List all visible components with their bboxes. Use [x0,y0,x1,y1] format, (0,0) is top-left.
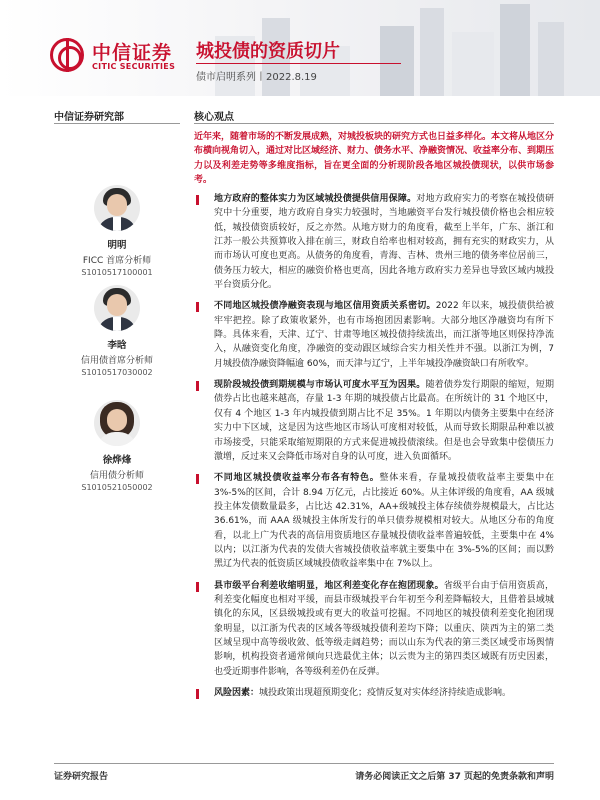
key-point [194,299,554,371]
key-point-text: 2022 年以来，城投债供给被牢牢把控。除了政策收紧外，也有市场抱团因素影响。大部分地区净融资均有所下降。具体来看，天津、辽宁、甘肃等地区城投债持续流出，而江浙等地区则保持净流入，从融资变化角度，净融资的变动跟区域综合实力相关性并不强。以浙江为例，7 月城投债净融资降幅逾 60%，而天津与辽宁，上半年城投净融资缺口有所收窄。 [214,301,554,369]
footer-disclaimer: 请务必阅读正文之后第 37 页起的免责条款和声明 [355,772,554,782]
risk-factors-lead: 风险因素： [214,688,260,698]
key-point-text: 整体来看，存量城投债收益率主要集中在 3%-5%的区间，合计 8.94 万亿元，占比接近 60%。从主体评级的角度看，AA 级城投主体发债数量最多，占比达 42.31%，AA+级城投主体存续债券规模最大，占比达 36.61%，而 AAA 级城投主体所发行的单只债券规模相对较大。从地区分布的角度看，以北上广为代表的高信用资质地区存量城投债收益率普遍较低，主要集中在 4%以内；以江浙为代表的发债大省城投债收益率就主要集中在 3%-5%的区间；而以黔黑辽为代表的低资质区域城投债收益率集中在 7%以上。 [214,473,554,570]
analyst-role: FICC 首席分析师 [82,256,152,266]
title-divider [196,63,401,64]
analyst-photo [94,400,140,446]
key-point-text: 随着债券发行期限的缩短，短期债券占比也越来越高，存量 1-3 年期的城投债占比最高。在所统计的 31 个地区中，仅有 4 个地区 1-3 年内城投债到期占比不足 35%。1 年期以内债务主要集中在经济实力中下区域，这是因为这些地区市场认可度相对较低，从而导致长期限品种难以被市场接受，只能采取缩短期限的方式来促进城投债滚续。但是也会导致集中偿债压力激增，反过来又会降低市场对自身的认可度，进入负面循环。 [214,380,554,462]
left-divider [54,123,180,124]
research-dept-heading: 中信证券研究部 [54,112,124,123]
skyline-building [538,22,564,96]
core-views-heading: 核心观点 [194,112,234,123]
key-point [194,378,554,464]
key-point-lead: 地方政府的整体实力为区域城投债提供信用保障。 [214,194,417,204]
brand-name-cn: 中信证券 [92,42,173,64]
analyst-license: S1010517030002 [81,368,153,377]
analyst-license: S1010517100001 [81,268,153,277]
analyst-license: S1010521050002 [81,483,153,492]
skyline-building [500,4,530,96]
bullet-marker-icon [196,302,199,312]
footer-divider [54,763,554,764]
bullet-marker-icon [196,582,199,592]
analyst-card [54,400,180,492]
key-point-text: 对地方政府实力的考察在城投债研究中十分重要，地方政府自身实力较强时，当地融资平台发行城投债价格也会相应较低，城投债资质较好，反之亦然。从地方财力的角度看，截至上半年，广东、浙江和江苏一般公共预算收入排在前三，财政自给率也相对较高，拥有充实的财政实力，从而市场认可度也更高。从债务的角度看，青海、吉林、贵州三地的债务率位居前三，债务压力较大，相应的融资价格也更高，因此各地方政府实力差异也导致区域内城投平台资质分化。 [214,194,554,291]
analyst-photo [94,285,140,331]
brand-name-en: CITIC SECURITIES [92,62,176,71]
bullet-marker-icon [196,195,199,205]
analyst-role: 信用债首席分析师 [80,356,153,366]
page-header [0,0,600,96]
bullet-marker-icon [196,474,199,484]
key-point [194,471,554,571]
report-title: 城投债的资质切片 [196,41,340,62]
key-point-text: 省级平台由于信用资质高，利差变化幅度也相对平缓，而县市级城投平台年初至今利差降幅较大，且借着县域城镇化的东风，区县级城投或有更大的收益可挖掘。不同地区的城投债利差变化抱团现象明显，以江浙为代表的区域各等级城投债利差均下降；以重庆、陕西为主的第二类区域呈现中高等级收敛、低等级走阔趋势；而以山东为代表的第三类区域受市场舆情影响，机构投资者通常倾向只选最优主体；以云贵为主的第四类区域既有历史因素，也受近期事件影响，各等级利差仍在反弹。 [214,580,554,677]
analyst-name: 李晗 [107,340,127,351]
skyline-building [380,26,414,96]
analyst-name: 徐烨烽 [102,455,132,466]
key-points-list [194,192,554,707]
key-point-lead: 现阶段城投债到期规模与市场认可度水平互为因果。 [214,380,426,391]
summary-intro: 近年来，随着市场的不断发展成熟，对城投板块的研究方式也日益多样化。本文将从地区分布横向视角切入，通过对比区域经济、财力、债务水平、净融资情况、收益率分布、到期压力以及利差走势等多维度指标，旨在更全面的分析现阶段各地区城投债现状，以供市场参考。 [194,132,555,185]
key-point-lead: 不同地区城投债收益率分布各有特色。 [214,473,380,484]
analyst-photo [94,185,140,231]
key-point [194,579,554,679]
analyst-card [54,285,180,377]
bullet-marker-icon [196,689,199,699]
key-point-lead: 不同地区城投债净融资表现与地区信用资质关系密切。 [214,301,436,312]
bullet-marker-icon [196,381,199,391]
key-point [194,686,554,700]
right-divider [194,123,554,124]
skyline-building [570,40,600,96]
citic-logo-icon [50,38,84,72]
key-point-lead: 县市级平台利差收缩明显，地区利差变化存在抱团现象。 [214,580,444,591]
analyst-card [54,185,180,277]
skyline-building [452,32,494,96]
key-point [194,192,554,292]
risk-factors-text: 城投政策出现超预期变化；疫情反复对实体经济持续造成影响。 [259,688,512,698]
analyst-name: 明明 [107,240,127,251]
analyst-role: 信用债分析师 [89,471,144,481]
skyline-building [420,8,444,96]
footer-report-type: 证券研究报告 [54,772,109,782]
report-series-date: 债市启明系列丨2022.8.19 [196,72,317,83]
